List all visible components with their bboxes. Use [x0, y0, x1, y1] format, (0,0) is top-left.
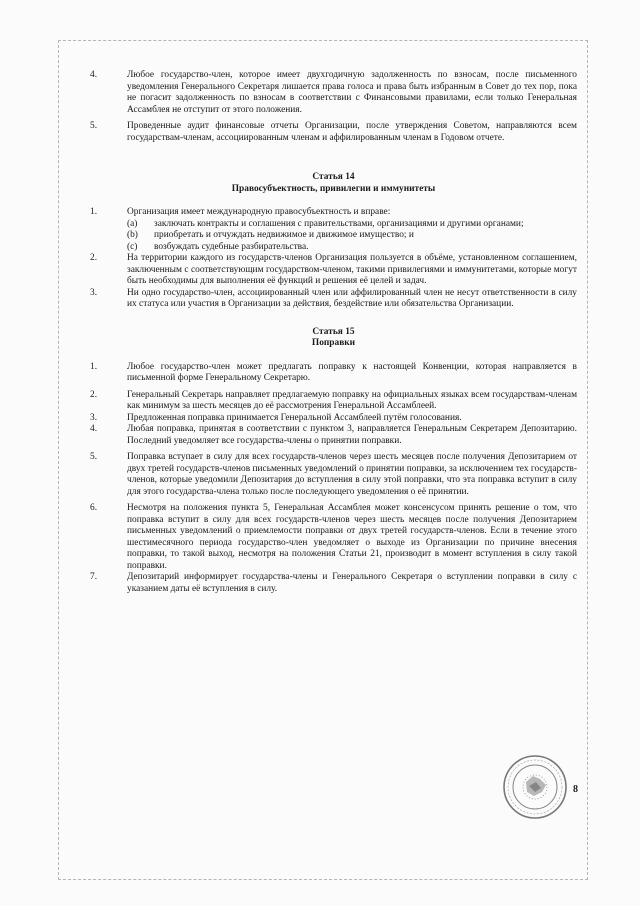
article-15-subtitle: Поправки: [311, 338, 356, 348]
paragraph-number: 3.: [90, 287, 98, 298]
paragraph-text: Любое государство-член может предлагать поправку к настоящей Конвенции, которая направляется в письменной форме Генеральному Секретарю.: [127, 361, 577, 383]
paragraph-item: [90, 572, 577, 595]
paragraph-item: [90, 253, 577, 288]
paragraph-number: 1.: [90, 361, 98, 372]
paragraph-item: [90, 503, 577, 572]
paragraph-number: 7.: [90, 572, 98, 582]
paragraph-item: [90, 390, 577, 413]
paragraph-number: 4.: [90, 70, 98, 80]
paragraph-item: [90, 207, 577, 253]
subclause-letter: (a): [127, 218, 138, 229]
paragraph-text: Депозитарий информирует государства-члены и Генерального Секретаря о вступлении поправки в силу с указанием даты её вступления в силу.: [127, 572, 577, 594]
paragraph-number: 1.: [90, 207, 98, 217]
paragraph-text: Любая поправка, принятая в соответствии с пунктом 3, направляется Генеральным Секретарем Депозитарию. Последний уведомляет все государства-члены о принятии поправки.: [127, 424, 577, 446]
subclause-letter: (c): [127, 241, 138, 252]
paragraph-text: Любое государство-член, которое имеет двухгодичную задолженность по взносам, после письменного уведомления Генерального Секретаря лишается права голоса и права быть избранным в Совет до тех пор, пока не погасит задолженность по взносам в соответствии с Финансовыми правилами, если только Генеральная Ассамблея не отступит от этого положения.: [127, 70, 577, 115]
paragraph-item: [90, 413, 577, 425]
page-number: 8: [573, 784, 578, 795]
paragraph-number: 4.: [90, 424, 98, 434]
paragraph-number: 5.: [90, 121, 98, 131]
article-14-subtitle: Правосубъектность, привилегии и иммунитеты: [231, 183, 436, 194]
article-14-title: Статья 14: [312, 172, 355, 182]
paragraph-item: [90, 424, 577, 447]
subclause: [127, 219, 577, 231]
subclause-text: возбуждать судебные разбирательства.: [154, 241, 309, 252]
paragraph-text: Проведенные аудит финансовые отчеты Организации, после утверждения Советом, направляются всем государствам-членам, ассоциированным членам и аффилированным членам в Годовом отчете.: [127, 121, 577, 143]
subclause: [127, 242, 577, 254]
paragraph-text: На территории каждого из государств-членов Организация пользуется в объёме, установленном соглашением, заключенным с соответствующим государством-членом, такими привилегиями и иммунитетами, которые могут быть необходимы для выполнения её функций и решения её целей и задач.: [127, 253, 577, 286]
paragraph-text: Поправка вступает в силу для всех государств-членов через шесть месяцев после получения Депозитарием от двух третей государств-членов письменных уведомлений о принятии поправки, за исключением тех государств-членов, которые уведомили Депозитария до вступления в силу этой поправки, что эта поправка вступит в силу для этого государства-члена только после последующего уведомления о её принятии.: [127, 452, 577, 497]
paragraph-item: [90, 70, 577, 116]
subclause-letter: (b): [127, 230, 138, 240]
paragraph-item: [90, 288, 577, 311]
paragraph-text: Ни одно государство-член, ассоциированный член или аффилированный член не несут ответственности в силу их статуса или участия в Организации за действия, бездействие или обязательства Организации.: [127, 287, 577, 309]
subclause: [127, 230, 577, 242]
paragraph-number: 6.: [90, 503, 98, 513]
paragraph-number: 5.: [90, 452, 98, 462]
subclause-text: заключать контракты и соглашения с правительствами, организациями и другими органами;: [154, 218, 524, 229]
paragraph-text: Организация имеет международную правосубъектность и вправе:: [127, 207, 391, 217]
subclause-text: приобретать и отчуждать недвижимое и движимое имущество; и: [154, 230, 414, 240]
article-15-title: Статья 15: [312, 326, 355, 337]
document-text: [90, 70, 577, 595]
paragraph-item: [90, 362, 577, 385]
paragraph-text: Генеральный Секретарь направляет предлагаемую поправку на официальных языках всем государствам-членам как минимум за шесть месяцев до её рассмотрения Генеральной Ассамблеей.: [127, 389, 577, 411]
paragraph-number: 2.: [90, 389, 98, 400]
paragraph-number: 3.: [90, 412, 98, 423]
stamp-seal-icon: [500, 752, 570, 822]
paragraph-number: 2.: [90, 253, 98, 263]
paragraph-item: [90, 121, 577, 144]
paragraph-item: [90, 452, 577, 498]
paragraph-text: Предложенная поправка принимается Генеральной Ассамблеей путём голосования.: [127, 412, 462, 423]
paragraph-text: Несмотря на положения пункта 5, Генеральная Ассамблея может консенсусом принять решение о том, что поправка вступит в силу для всех государств-членов через шесть месяцев после получения Депозитарием письменных уведомлений о приемлемости поправки от двух третей государств-членов. Если в течение этого шестимесячного периода государство-член уведомляет о выходе из Организации по причине внесения поправки, то такой выход, несмотря на положения Статьи 21, производит в момент вступления в силу такой поправки.: [127, 503, 577, 571]
